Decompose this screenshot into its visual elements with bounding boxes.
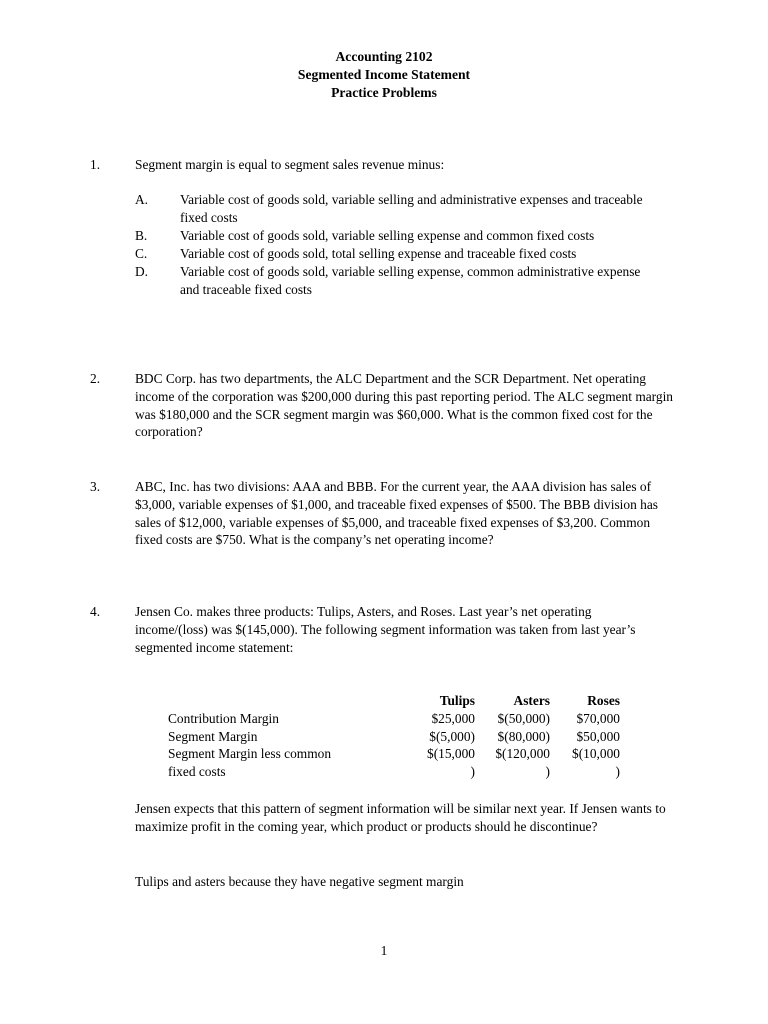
question-3-text: ABC, Inc. has two divisions: AAA and BBB. For the current year, the AAA division has sales of $3,000, variable expenses of $1,000, and traceable fixed expenses of $500. The BBB division has sales of $12,000, variable expenses of $5,000, and traceable fixed expenses of $3,200. Common fixed costs are $750. What is the company’s net operating income? (135, 479, 658, 548)
question-4-followup: Jensen expects that this pattern of segment information will be similar next year. If Jensen wants to maximize profit in the coming year, which product or products should he discontinue? (135, 801, 666, 834)
cell-tulips: $(5,000) (429, 728, 475, 744)
question-1-option-a-text: Variable cost of goods sold, variable selling and administrative expenses and traceable fixed costs (180, 192, 643, 225)
cell-roses: $70,000 (576, 710, 620, 726)
question-1-option-b-letter: B. (135, 228, 148, 243)
question-1-option-a-letter: A. (135, 192, 149, 207)
row-label: Segment Margin less common (168, 746, 332, 762)
table-row (168, 728, 620, 746)
cell-roses: ) (615, 764, 620, 780)
cell-asters: ) (545, 764, 550, 780)
cell-tulips: $(15,000 (427, 746, 475, 762)
question-1-number: 1. (90, 157, 101, 172)
question-4-text: Jensen Co. makes three products: Tulips, Asters, and Roses. Last year’s net operating income/(loss) was $(145,000). The following segment information was taken from last year’s segmented income statement: (135, 604, 636, 655)
column-header-roses: Roses (587, 693, 620, 708)
row-label: fixed costs (168, 764, 226, 780)
column-header-asters: Asters (513, 693, 550, 708)
document-title: Segmented Income Statement (297, 67, 471, 82)
cell-tulips: ) (470, 764, 475, 780)
table-row (168, 745, 620, 763)
row-label: Segment Margin (168, 728, 258, 744)
table-row (168, 710, 620, 728)
segment-table-corner (168, 692, 390, 710)
cell-tulips: $25,000 (431, 710, 475, 726)
question-2-text: BDC Corp. has two departments, the ALC Department and the SCR Department. Net operating income of the corporation was $200,000 during this past reporting period. The ALC segment margin was $180,000 and the SCR segment margin was $60,000. What is the common fixed cost for the corporation? (135, 371, 674, 440)
question-1-text: Segment margin is equal to segment sales revenue minus: (135, 157, 445, 172)
segment-table (168, 692, 620, 781)
question-1-option-c-text: Variable cost of goods sold, total selling expense and traceable fixed costs (180, 246, 577, 261)
cell-roses: $(10,000 (572, 746, 620, 762)
cell-roses: $50,000 (576, 728, 620, 744)
question-1-option-c-letter: C. (135, 246, 148, 261)
question-1-option-b-text: Variable cost of goods sold, variable selling expense and common fixed costs (180, 228, 595, 243)
table-row (168, 763, 620, 781)
segment-table-header-row (168, 692, 620, 710)
document-subtitle: Practice Problems (331, 85, 437, 100)
page-number: 1 (380, 943, 388, 958)
document-header (0, 48, 768, 102)
cell-asters: $(120,000 (495, 746, 550, 762)
question-1-option-d-text: Variable cost of goods sold, variable selling expense, common administrative expense and traceable fixed costs (180, 264, 641, 297)
question-1-option-d-letter: D. (135, 264, 149, 279)
course-title: Accounting 2102 (335, 49, 433, 64)
row-label: Contribution Margin (168, 710, 279, 726)
question-2-number: 2. (90, 371, 101, 386)
question-4-answer: Tulips and asters because they have negative segment margin (135, 874, 464, 889)
cell-asters: $(80,000) (497, 728, 550, 744)
cell-asters: $(50,000) (497, 710, 550, 726)
question-4-number: 4. (90, 604, 101, 619)
column-header-tulips: Tulips (439, 693, 475, 708)
question-3-number: 3. (90, 479, 101, 494)
